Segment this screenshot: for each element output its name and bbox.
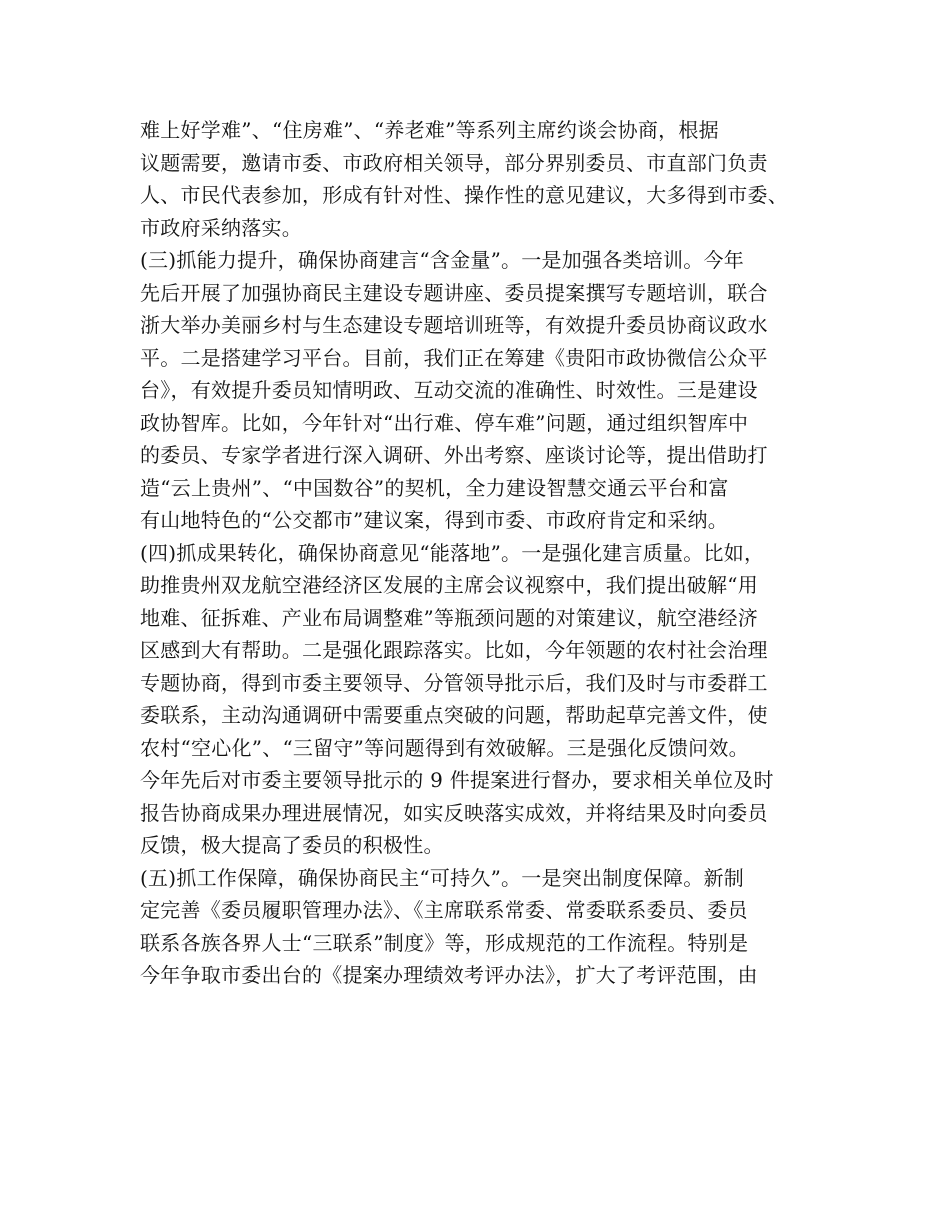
- text-line: 台》，有效提升委员知情明政、互动交流的准确性、时效性。三是建设: [140, 378, 758, 402]
- text-line: 报告协商成果办理进展情况，如实反映落实成效，并将结果及时向委员: [140, 800, 768, 825]
- section-heading-line: (五)抓工作保障，确保协商民主“可持久”。一是突出制度保障。新制: [140, 865, 745, 890]
- text-line: 助推贵州双龙航空港经济区发展的主席会议视察中，我们提出破解“用: [140, 573, 758, 597]
- text-line: 今年争取市委出台的《提案办理绩效考评办法》，扩大了考评范围，由: [140, 963, 758, 987]
- text-line: 市政府采纳落实。: [140, 215, 302, 240]
- text-line: 今年先后对市委主要领导批示的 9 件提案进行督办，要求相关单位及时: [140, 768, 774, 792]
- text-line: 浙大举办美丽乡村与生态建设专题培训班等，有效提升委员协商议政水: [140, 313, 768, 337]
- text-line: 联系各族各界人士“三联系”制度》等，形成规范的工作流程。特别是: [140, 930, 749, 955]
- text-line: 先后开展了加强协商民主建设专题讲座、委员提案撰写专题培训，联合: [140, 280, 768, 305]
- text-line: 有山地特色的“公交都市”建议案，得到市委、市政府肯定和采纳。: [140, 508, 728, 532]
- text-line: 区感到大有帮助。二是强化跟踪落实。比如，今年领题的农村社会治理: [140, 638, 768, 662]
- text-line: 委联系，主动沟通调研中需要重点突破的问题，帮助起草完善文件，使: [140, 703, 768, 727]
- text-line: 专题协商，得到市委主要领导、分管领导批示后，我们及时与市委群工: [140, 670, 768, 695]
- text-line: 反馈，极大提高了委员的积极性。: [140, 833, 444, 857]
- text-line: 政协智库。比如，今年针对“出行难、停车难”问题，通过组织智库中: [140, 410, 749, 435]
- text-line: 农村“空心化”、“三留守”等问题得到有效破解。三是强化反馈问效。: [140, 735, 749, 760]
- text-line: 的委员、专家学者进行深入调研、外出考察、座谈讨论等，提出借助打: [140, 443, 768, 467]
- text-line: 地难、征拆难、产业布局调整难”等瓶颈问题的对策建议，航空港经济: [140, 605, 758, 630]
- text-line: 难上好学难”、“住房难”、“养老难”等系列主席约谈会协商，根据: [140, 118, 719, 142]
- text-line: 议题需要，邀请市委、市政府相关领导，部分界别委员、市直部门负责: [140, 150, 768, 175]
- text-line: 人、市民代表参加，形成有针对性、操作性的意见建议，大多得到市委、: [140, 183, 788, 207]
- section-heading-line: (四)抓成果转化，确保协商意见“能落地”。一是强化建言质量。比如，: [140, 540, 765, 565]
- text-line: 造“云上贵州”、“中国数谷”的契机，全力建设智慧交通云平台和富: [140, 475, 729, 500]
- text-line: 定完善《委员履职管理办法》、《主席联系常委、常委联系委员、委员: [140, 898, 748, 922]
- section-heading-line: (三)抓能力提升，确保协商建言“含金量”。一是加强各类培训。今年: [140, 248, 745, 272]
- text-line: 平。二是搭建学习平台。目前，我们正在筹建《贵阳市政协微信公众平: [140, 345, 768, 370]
- document-body: [140, 114, 830, 992]
